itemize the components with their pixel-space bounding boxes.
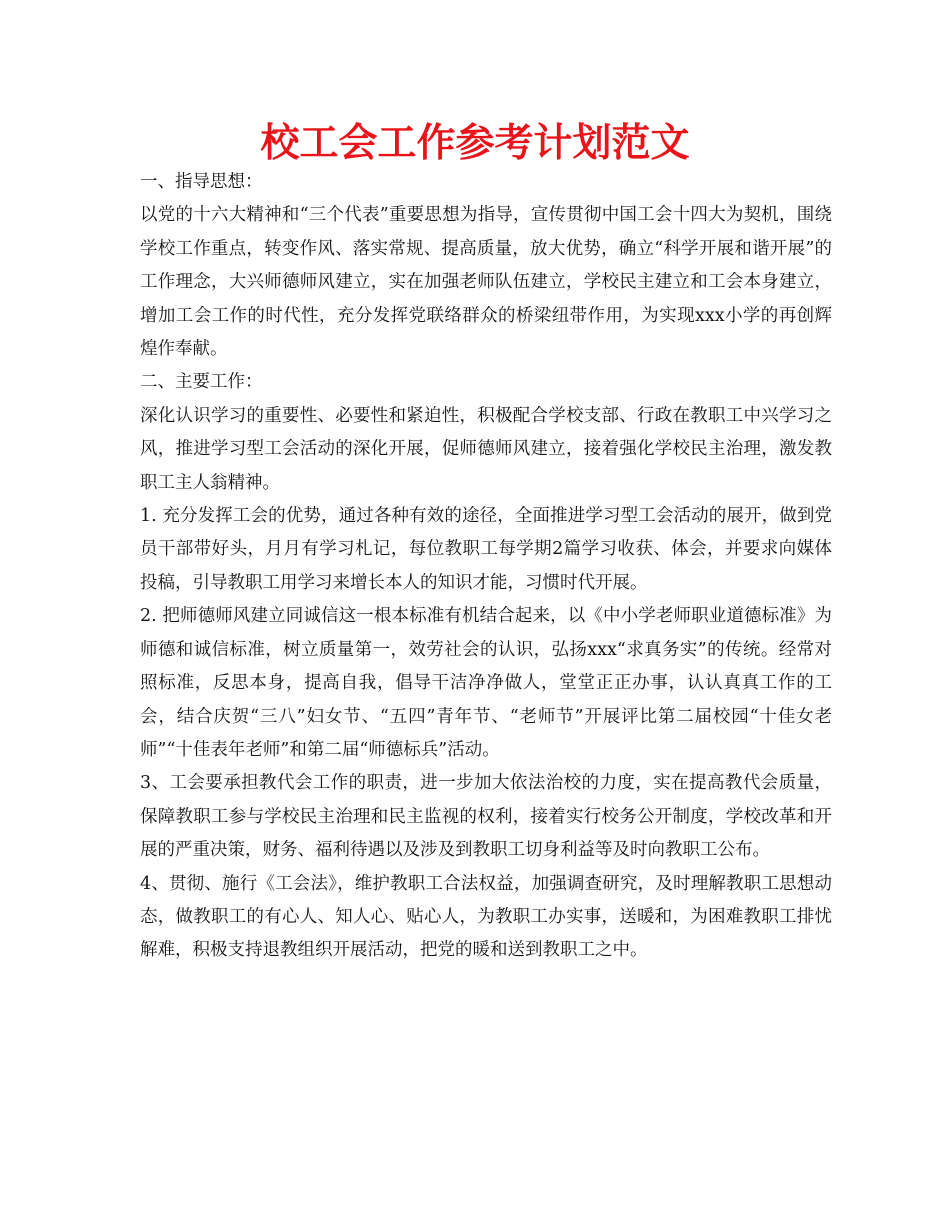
paragraph-item-1: 1. 充分发挥工会的优势，通过各种有效的途径，全面推进学习型工会活动的展开，做到党员干部带好头，月月有学习札记，每位教职工每学期2篇学习收获、体会，并要求向媒体投稿，引导教职工用学习来增长本人的知识才能，习惯时代开展。 bbox=[140, 506, 832, 593]
section-heading-guiding-thought: 一、指导思想： bbox=[140, 172, 263, 192]
document-body bbox=[140, 166, 832, 968]
paragraph-item-4: 4、贯彻、施行《工会法》，维护教职工合法权益，加强调查研究，及时理解教职工思想动态，做教职工的有心人、知人心、贴心人，为教职工办实事，送暖和，为困难教职工排忧解难，积极支持退教组织开展活动，把党的暖和送到教职工之中。 bbox=[140, 873, 832, 961]
paragraph-item-3: 3、工会要承担教代会工作的职责，进一步加大依法治校的力度，实在提高教代会质量，保障教职工参与学校民主治理和民主监视的权利，接着实行校务公开制度，学校改革和开展的严重决策，财务、福利待遇以及涉及到教职工切身利益等及时向教职工公布。 bbox=[140, 773, 832, 861]
section-heading-main-work: 二、主要工作： bbox=[140, 372, 263, 393]
page-title: 校工会工作参考计划范文 bbox=[260, 121, 690, 166]
paragraph-item-2: 2. 把师德师风建立同诚信这一根本标准有机结合起来，以《中小学老师职业道德标准》为师德和诚信标准，树立质量第一，效劳社会的认识，弘扬xxx“求真务实”的传统。经常对照标准，反思本身，提高自我，倡导干洁净净做人，堂堂正正办事，认认真真工作的工会，结合庆贺“三八”妇女节、“五四”青年节、“老师节”开展评比第二届校园“十佳女老师”“十佳表年老师”和第二届“师德标兵”活动。 bbox=[140, 606, 832, 760]
paragraph-guiding-thought: 以党的十六大精神和“三个代表”重要思想为指导，宣传贯彻中国工会十四大为契机，围绕学校工作重点，转变作风、落实常规、提高质量，放大优势，确立“科学开展和谐开展”的工作理念，大兴师德师风建立，实在加强老师队伍建立，学校民主建立和工会本身建立，增加工会工作的时代性，充分发挥党联络群众的桥梁纽带作用，为实现xxx小学的再创辉煌作奉献。 bbox=[140, 205, 832, 360]
paragraph-main-work-intro: 深化认识学习的重要性、必要性和紧迫性，积极配合学校支部、行政在教职工中兴学习之风，推进学习型工会活动的深化开展，促师德师风建立，接着强化学校民主治理，激发教职工主人翁精神。 bbox=[140, 405, 832, 493]
